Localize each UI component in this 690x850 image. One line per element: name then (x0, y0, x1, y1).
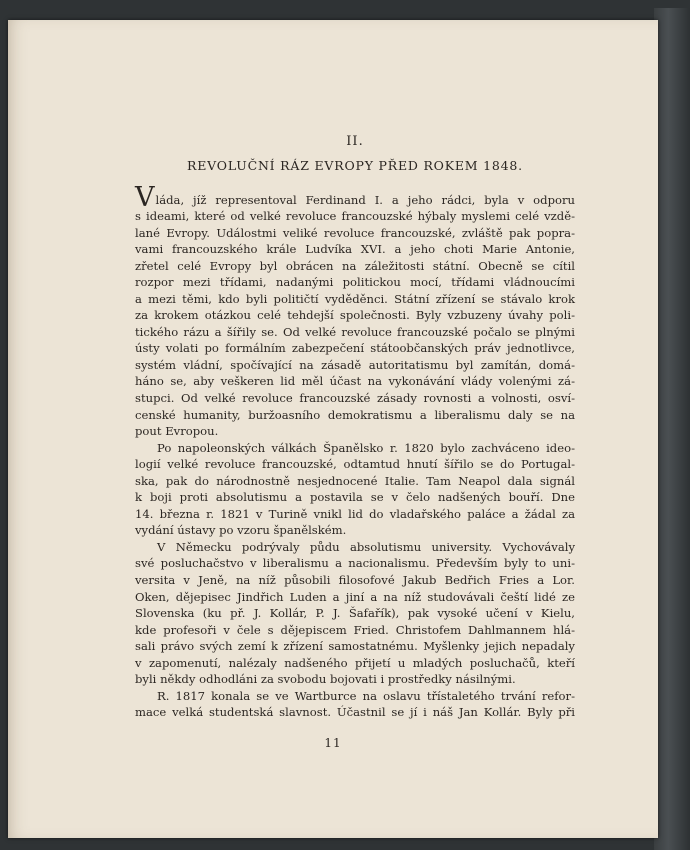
paragraph-line: vydání ústavy po vzoru španělském. (135, 523, 347, 538)
paragraph-line: lané Evropy. Událostmi veliké revoluce francouzské, zvláště pak popra- (135, 225, 575, 240)
paragraph-line: 14. března r. 1821 v Turině vnikl lid do vladařského paláce a žádal za (135, 506, 575, 521)
paragraph-line: stupci. Od velké revoluce francouzské zásady rovnosti a volnosti, osví- (135, 391, 575, 406)
paragraph-line: háno se, aby veškeren lid měl účast na vykonávání vlády volenými zá- (135, 374, 575, 389)
paragraph-line: ska, pak do národnostně nesjednocené Italie. Tam Neapol dala signál (135, 473, 575, 488)
page-number: 11 (324, 736, 342, 750)
paragraph-2 (135, 440, 575, 539)
paragraph-3 (135, 539, 575, 688)
paragraph-line: byli někdy odhodláni za svobodu bojovati i prostředky násilnými. (135, 672, 516, 687)
paragraph-line: tického rázu a šířily se. Od velké revoluce francouzské počalo se plnými (135, 324, 575, 339)
page-sheet (8, 20, 658, 838)
paragraph-line: sali právo svých zemí k zřízení samostatnému. Myšlenky jejich nepadaly (135, 639, 575, 654)
paragraph-1 (135, 182, 575, 440)
paragraph-line: Oken, dějepisec Jindřich Luden a jiní a na níž studovávali čeští lidé ze (135, 589, 575, 604)
paragraph-line: ústy volati po formálním zabezpečení státoobčanských práv jednotlivce, (135, 341, 575, 356)
book-cover-edge (654, 8, 690, 850)
paragraph-line: logií velké revoluce francouzské, odtamtud hnutí šířilo se do Portugal- (135, 457, 575, 472)
paragraph-line: své posluchačstvo v liberalismu a nacionalismu. Především byly to uni- (135, 556, 575, 571)
paragraph-line: s ideami, které od velké revoluce francouzské hýbaly myslemi celé vzdě- (135, 209, 575, 223)
paragraph-line: versita v Jeně, na níž působili filosofové Jakub Bedřich Fries a Lor. (135, 573, 575, 588)
paragraph-line: pout Evropou. (135, 424, 219, 439)
paragraph-line: systém vládní, spočívající na zásadě autoritatismu byl zamítán, domá- (135, 357, 575, 372)
paragraph-line (135, 182, 575, 213)
paragraph-line: Slovenska (ku př. J. Kollár, P. J. Šafařík), pak vysoké učení v Kielu, (135, 606, 575, 621)
paragraph-line: rozpor mezi třídami, nadanými politickou mocí, třídami vládnoucími (135, 275, 575, 290)
paragraph-4 (135, 688, 575, 721)
paragraph-line: censké humanity, buržoasního demokratismu a liberalismu daly se na (135, 407, 575, 422)
text-block (135, 132, 575, 721)
paragraph-line: Po napoleonských válkách Španělsko r. 1820 bylo zachváceno ideo- (157, 440, 575, 455)
paragraph-line: v zapomenutí, nalézaly nadšeného přijetí u mladých posluchačů, kteří (135, 655, 575, 670)
chapter-title: REVOLUČNÍ RÁZ EVROPY PŘED ROKEM 1848. (187, 158, 523, 173)
paragraph-line: mace velká studentská slavnost. Účastnil se jí i náš Jan Kollár. Byly při (135, 705, 575, 720)
paragraph-line: za krokem otázkou celé tehdejší společnosti. Byly vzbuzeny úvahy poli- (135, 308, 575, 323)
paragraph-line: a mezi těmi, kdo byli političtí vyděděnci. Státní zřízení se stávalo krok (135, 291, 575, 306)
paragraph-line: k boji proti absolutismu a postavila se v čelo nadšených bouří. Dne (135, 490, 575, 505)
drop-cap: V (135, 182, 155, 213)
chapter-number: II. (346, 134, 364, 149)
paragraph-line: vami francouzského krále Ludvíka XVI. a jeho choti Marie Antonie, (135, 242, 575, 257)
paragraph-line-text: láda, jíž representoval Ferdinand I. a jeho rádci, byla v odporu (155, 193, 575, 207)
paragraph-line: V Německu podrývaly půdu absolutismu university. Vychovávaly (157, 539, 575, 554)
paragraph-line: kde profesoři v čele s dějepiscem Fried. Christofem Dahlmannem hlá- (135, 622, 575, 637)
paragraph-line: zřetel celé Evropy byl obrácen na záležitosti státní. Obecně se cítil (135, 258, 575, 273)
paragraph-line: R. 1817 konala se ve Wartburce na oslavu třístaletého trvání refor- (157, 688, 575, 703)
